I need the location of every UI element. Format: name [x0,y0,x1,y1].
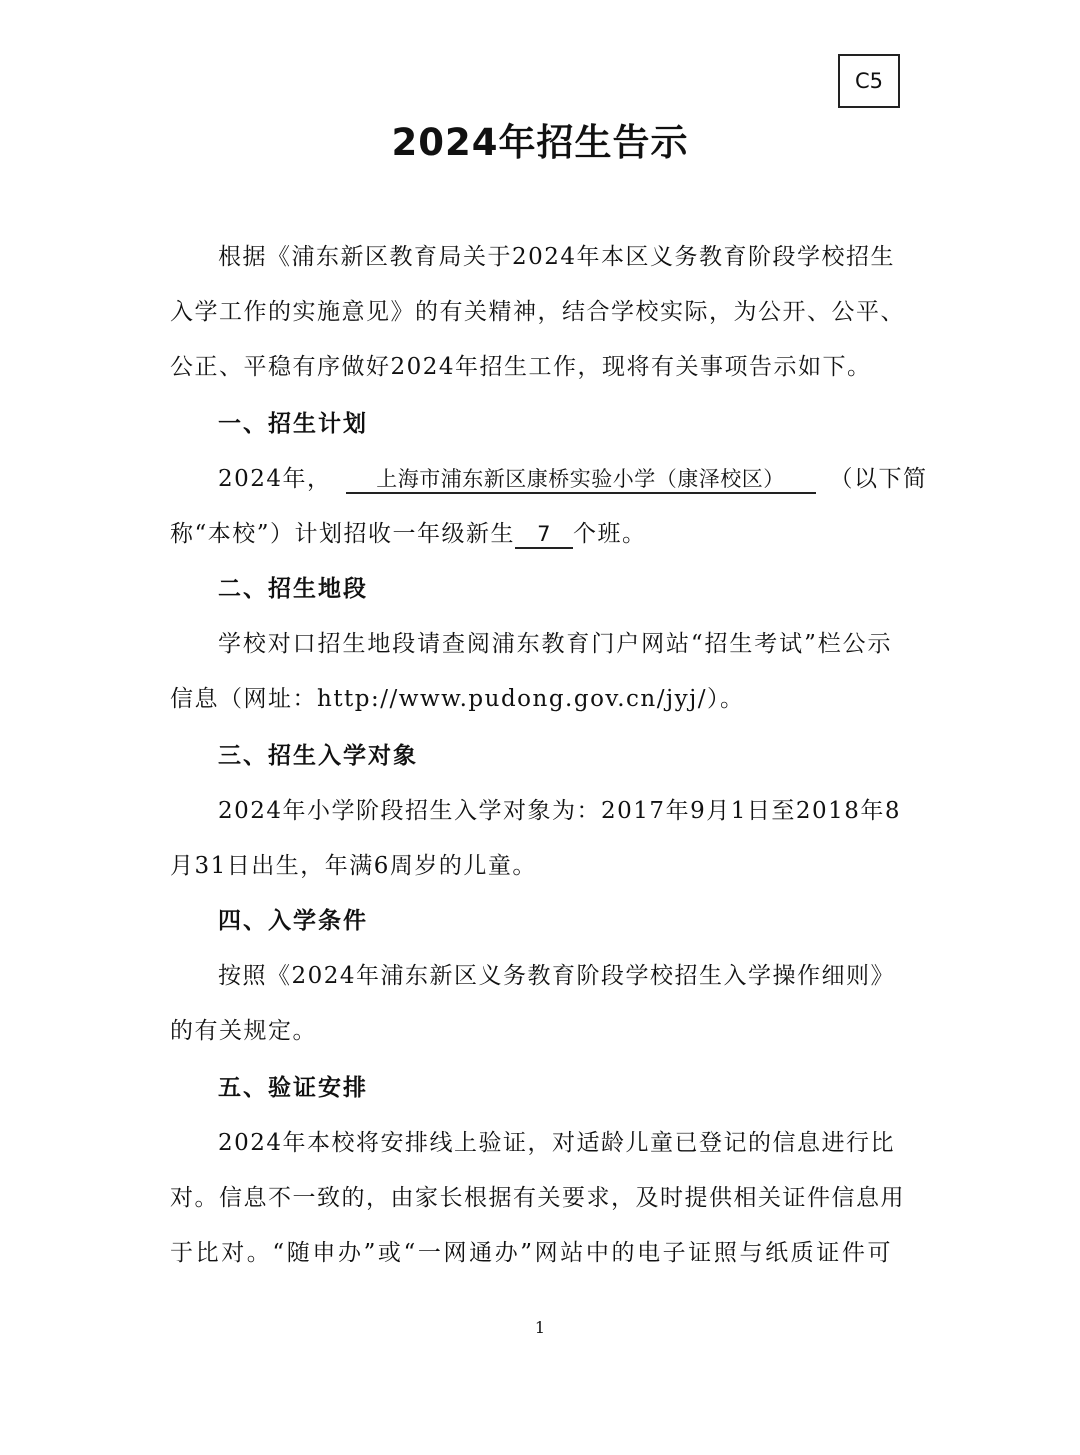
section-1-prefix: 2024年， [218,466,332,492]
document-code-box: C5 [838,54,900,108]
page-title: 2024年招生告示 [391,121,689,164]
section-5-heading: 五、验证安排 [218,1075,368,1101]
page-number: 1 [534,1318,546,1337]
section-3-heading: 三、招生入学对象 [218,743,418,769]
section-5-line-1: 2024年本校将安排线上验证，对适龄儿童已登记的信息进行比 [218,1130,896,1156]
section-2-line-1: 学校对口招生地段请查阅浦东教育门户网站“招生考试”栏公示 [218,631,892,657]
section-1-line-2 [0,515,1080,549]
section-2-heading: 二、招生地段 [218,576,368,602]
intro-line-3: 公正、平稳有序做好2024年招生工作，现将有关事项告示如下。 [170,354,872,380]
section-4-line-1: 按照《2024年浦东新区义务教育阶段学校招生入学操作细则》 [218,963,896,989]
section-5-line-3: 于比对。“随申办”或“一网通办”网站中的电子证照与纸质证件可 [170,1240,892,1266]
intro-line-2: 入学工作的实施意见》的有关精神，结合学校实际，为公开、公平、 [170,299,905,325]
section-1-line-2-prefix: 称“本校”）计划招收一年级新生 [170,521,516,547]
section-4-line-2: 的有关规定。 [170,1018,317,1044]
section-1-line-2-suffix: 个班。 [573,521,647,547]
section-2-line-2: 信息（网址：http://www.pudong.gov.cn/jyj/）。 [170,686,745,712]
class-count-field: 7 [515,521,573,549]
school-name-field: 上海市浦东新区康桥实验小学（康泽校区） [346,466,816,494]
section-4-heading: 四、入学条件 [218,908,368,934]
intro-line-1: 根据《浦东新区教育局关于2024年本区义务教育阶段学校招生 [218,244,896,270]
section-1-suffix: （以下简 [829,466,928,492]
section-3-line-2: 月31日出生，年满6周岁的儿童。 [170,853,537,879]
section-3-line-1: 2024年小学阶段招生入学对象为：2017年9月1日至2018年8 [218,798,901,824]
section-1-heading: 一、招生计划 [218,411,368,437]
section-1-line-1 [0,460,1080,494]
section-5-line-2: 对。信息不一致的，由家长根据有关要求，及时提供相关证件信息用 [170,1185,905,1211]
